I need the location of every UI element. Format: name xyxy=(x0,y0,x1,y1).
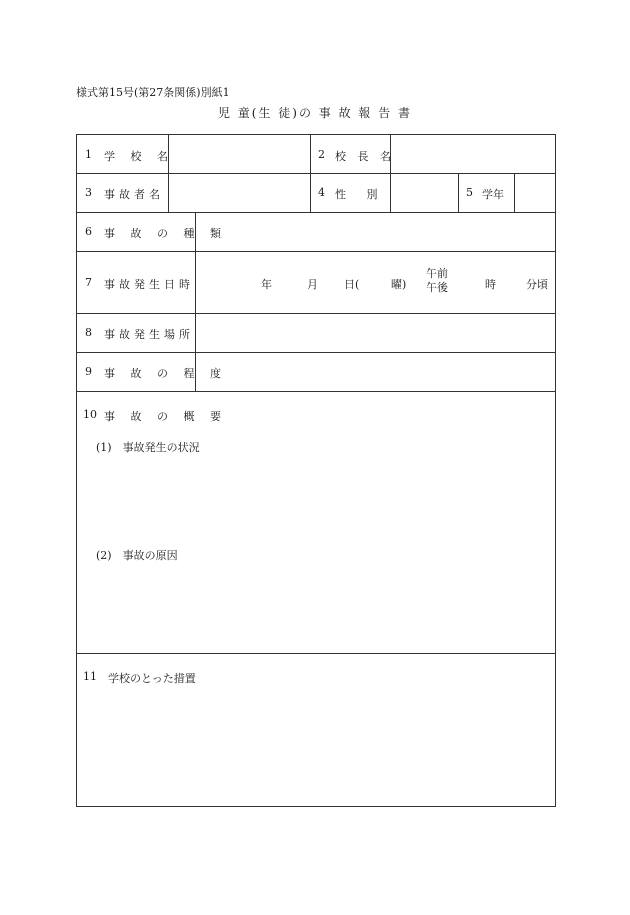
year-label: 年 xyxy=(261,278,272,291)
accident-kind-label: 事 故 の 種 類 xyxy=(104,227,227,240)
circumstances-field[interactable] xyxy=(97,457,547,535)
weekday-label: 曜) xyxy=(391,278,407,291)
grade-label: 学年 xyxy=(482,188,504,201)
pm-option[interactable]: 午後 xyxy=(426,281,448,294)
accident-degree-field[interactable] xyxy=(196,353,554,390)
injured-name-label: 事故者名 xyxy=(104,188,164,201)
school-measures-label: 学校のとった措置 xyxy=(108,672,196,685)
occurrence-place-field[interactable] xyxy=(196,314,554,351)
row-number-5: 5 xyxy=(466,186,473,199)
day-label: 日( xyxy=(344,278,360,291)
accident-degree-label: 事 故 の 程 度 xyxy=(104,367,227,380)
row-number-6: 6 xyxy=(85,225,92,238)
gender-field[interactable] xyxy=(391,174,457,211)
row-number-4: 4 xyxy=(318,186,325,199)
occurrence-datetime-label: 事故発生日時 xyxy=(104,278,194,291)
row-number-9: 9 xyxy=(85,365,92,378)
row-number-11: 11 xyxy=(83,670,97,683)
grade-field[interactable] xyxy=(515,174,554,211)
am-option[interactable]: 午前 xyxy=(426,267,448,280)
row-number-2: 2 xyxy=(318,148,325,161)
row-divider xyxy=(77,173,555,174)
row-number-1: 1 xyxy=(85,148,92,161)
am-pm-selector[interactable] xyxy=(423,267,451,295)
row-divider xyxy=(77,251,555,252)
gender-label: 性 別 xyxy=(335,188,380,201)
column-divider xyxy=(458,173,459,212)
row-divider xyxy=(77,653,555,654)
injured-name-field[interactable] xyxy=(169,174,309,211)
occurrence-place-label: 事故発生場所 xyxy=(104,328,194,341)
circumstances-label: (1) 事故発生の状況 xyxy=(96,441,200,454)
row-number-10: 10 xyxy=(83,408,97,421)
hour-label: 時 xyxy=(485,278,496,291)
accident-overview-label: 事 故 の 概 要 xyxy=(104,410,227,423)
report-form-table xyxy=(76,134,556,807)
row-number-7: 7 xyxy=(85,276,92,289)
column-divider xyxy=(310,135,311,212)
accident-kind-field[interactable] xyxy=(196,213,554,250)
row-number-8: 8 xyxy=(85,326,92,339)
school-name-label: 学 校 名 xyxy=(104,150,174,163)
minute-label: 分頃 xyxy=(526,278,548,291)
cause-label: (2) 事故の原因 xyxy=(96,549,178,562)
form-number-label: 様式第15号(第27条関係)別紙1 xyxy=(76,86,230,99)
principal-name-field[interactable] xyxy=(391,136,554,172)
school-measures-field[interactable] xyxy=(83,691,549,801)
principal-name-label: 校 長 名 xyxy=(335,150,395,163)
school-name-field[interactable] xyxy=(169,136,309,172)
row-divider xyxy=(77,391,555,392)
document-title: 児 童(生 徒)の 事 故 報 告 書 xyxy=(217,106,413,120)
month-label: 月 xyxy=(307,278,318,291)
row-number-3: 3 xyxy=(85,186,92,199)
cause-field[interactable] xyxy=(97,565,547,649)
